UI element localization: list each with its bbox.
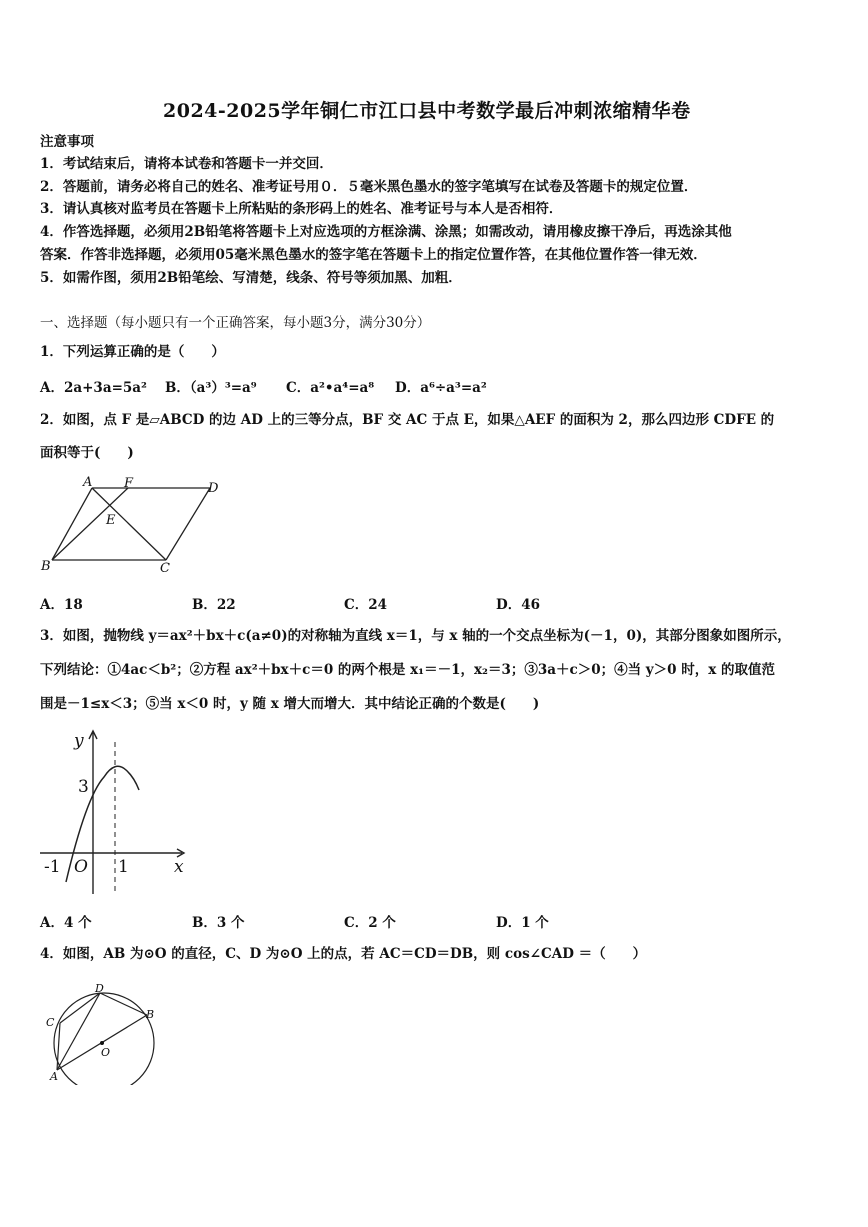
notice-item: 1．考试结束后，请将本试卷和答题卡一并交回． [40, 156, 333, 172]
question-3-line: 围是－1≤x＜3；⑤当 x＜0 时，y 随 x 增大而增大．其中结论正确的个数是( ) [40, 696, 540, 712]
section-heading: 一、选择题（每小题只有一个正确答案，每小题3分，满分30分） [40, 315, 431, 331]
label-three: 3 [78, 777, 89, 797]
segment-cd [60, 993, 100, 1023]
q1-option-a: A．2a+3a=5a² [40, 380, 147, 396]
q1-option-c: C．a²•a⁴=a⁸ [286, 380, 375, 396]
circle-figure [40, 980, 165, 1085]
label-a: A [50, 1070, 58, 1083]
q3-option-d: D．1 个 [496, 915, 549, 931]
question-3-line: 下列结论：①4ac＜b²；②方程 ax²＋bx＋c＝0 的两个根是 x₁＝－1，x₂＝3；③3a＋c＞0；④当 y＞0 时，x 的取值范 [40, 662, 775, 678]
notice-item: 2．答题前，请务必将自己的姓名、准考证号用０．５毫米黑色墨水的签字笔填写在试卷及答题卡的规定位置． [40, 179, 698, 195]
label-c: C [160, 561, 170, 576]
notice-item: 3．请认真核对监考员在答题卡上所粘贴的条形码上的姓名、准考证号与本人是否相符． [40, 201, 563, 217]
q2-option-b: B．22 [192, 597, 236, 613]
segment-ab [52, 488, 92, 560]
notice-heading: 注意事项 [40, 134, 94, 150]
notice-item: 5．如需作图，须用2B铅笔绘、写清楚，线条、符号等须加黑、加粗． [40, 270, 462, 286]
label-c: C [46, 1016, 55, 1029]
label-d: D [208, 481, 219, 496]
segment-dc [166, 488, 210, 560]
q1-option-b: B．（a³）³=a⁹ [165, 380, 257, 396]
x-label: x [174, 857, 184, 877]
label-o: O [101, 1046, 111, 1059]
q2-option-d: D．46 [496, 597, 540, 613]
q2-option-a: A．18 [40, 597, 83, 613]
label-e: E [106, 513, 116, 528]
page-title: 2024-2025学年铜仁市江口县中考数学最后冲刺浓缩精华卷 [163, 100, 691, 122]
notice-item: 答案．作答非选择题，必须用05毫米黑色墨水的签字笔在答题卡上的指定位置作答，在其他位置作答一律无效． [40, 247, 707, 263]
label-b: B [146, 1008, 155, 1021]
parallelogram-figure [38, 474, 228, 580]
label-d: D [95, 982, 104, 995]
label-a: A [83, 475, 93, 490]
label-origin: O [74, 857, 88, 877]
label-f: F [124, 476, 134, 491]
label-b: B [41, 559, 51, 574]
center-dot [100, 1041, 104, 1045]
label-neg-one: -1 [44, 857, 61, 877]
y-label: y [74, 731, 84, 751]
label-one: 1 [118, 857, 129, 877]
circle-o [54, 993, 154, 1085]
parabola-figure [36, 722, 196, 896]
segment-db [100, 993, 147, 1015]
question-2-line: 2．如图，点 F 是▱ABCD 的边 AD 上的三等分点，BF 交 AC 于点 E，如果△AEF 的面积为 2，那么四边形 CDFE 的 [40, 412, 775, 428]
q3-option-c: C．2 个 [344, 915, 396, 931]
question-1-stem: 1．下列运算正确的是（ ） [40, 344, 225, 360]
question-3-line: 3．如图，抛物线 y＝ax²＋bx＋c(a≠0)的对称轴为直线 x＝1，与 x 轴的一个交点坐标为(－1，0)，其部分图象如图所示， [40, 628, 791, 644]
notice-item: 4．作答选择题，必须用2B铅笔将答题卡上对应选项的方框涂满、涂黑；如需改动，请用橡皮擦干净后，再选涂其他 [40, 224, 732, 240]
segment-ad [57, 993, 100, 1070]
q3-option-b: B．3 个 [192, 915, 245, 931]
question-4-stem: 4．如图，AB 为⊙O 的直径，C、D 为⊙O 上的点，若 AC＝CD＝DB，则 cos∠CAD ＝（ ） [40, 946, 647, 962]
q1-option-d: D．a⁶÷a³=a² [395, 380, 487, 396]
segment-ac [92, 488, 166, 560]
q2-option-c: C．24 [344, 597, 388, 613]
segment-bf [52, 488, 128, 560]
question-2-line: 面积等于( ) [40, 445, 134, 461]
q3-option-a: A．4 个 [40, 915, 92, 931]
